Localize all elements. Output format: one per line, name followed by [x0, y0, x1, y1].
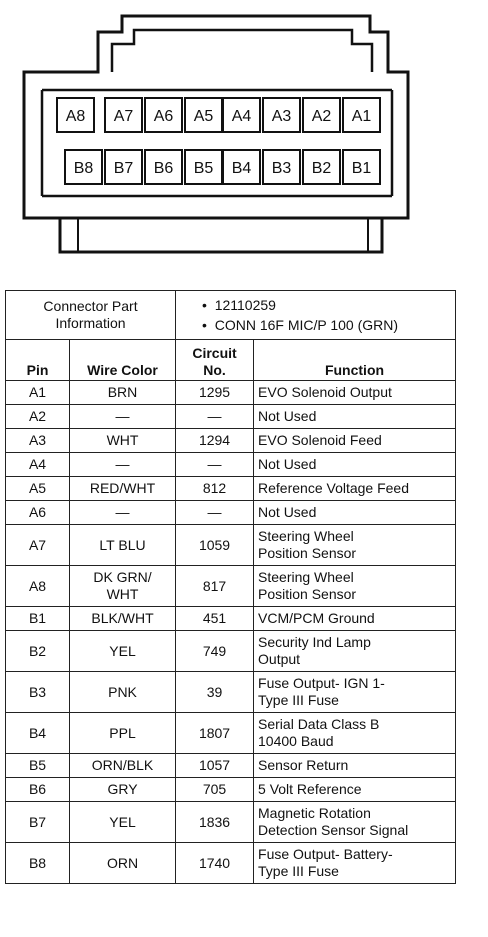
- function-cell: Steering Wheel Position Sensor: [254, 525, 456, 566]
- function-cell: Sensor Return: [254, 754, 456, 778]
- pin-label-a1: A1: [351, 108, 372, 125]
- pin-label-b2: B2: [311, 160, 332, 177]
- circuit-cell: 705: [176, 778, 254, 802]
- pin-label-b8: B8: [73, 160, 94, 177]
- function-cell: Security Ind Lamp Output: [254, 631, 456, 672]
- connector-part-numbers: [176, 291, 456, 340]
- pin-row-a: [57, 98, 380, 132]
- pin-cell: A3: [6, 429, 70, 453]
- circuit-cell: 817: [176, 566, 254, 607]
- function-cell: VCM/PCM Ground: [254, 607, 456, 631]
- circuit-cell: 39: [176, 672, 254, 713]
- wire-color-cell: ORN/BLK: [70, 754, 176, 778]
- connector-info-label: Connector Part Information: [6, 291, 176, 340]
- pin-cell: B3: [6, 672, 70, 713]
- connector-bottom-tab: [60, 218, 382, 252]
- part-info-row: [6, 291, 456, 340]
- pin-label-a7: A7: [113, 108, 134, 125]
- circuit-cell: 1059: [176, 525, 254, 566]
- circuit-cell: 1295: [176, 381, 254, 405]
- pin-cell: B6: [6, 778, 70, 802]
- pin-label-a3: A3: [271, 108, 292, 125]
- wire-color-cell: DK GRN/ WHT: [70, 566, 176, 607]
- pin-row-a8: [6, 566, 456, 607]
- wire-color-cell: BLK/WHT: [70, 607, 176, 631]
- pin-row-b2: [6, 631, 456, 672]
- pin-row-b7: [6, 802, 456, 843]
- pin-label-b5: B5: [193, 160, 214, 177]
- connector-diagram: [0, 0, 488, 260]
- pin-cell: A8: [6, 566, 70, 607]
- circuit-cell: 451: [176, 607, 254, 631]
- function-cell: EVO Solenoid Feed: [254, 429, 456, 453]
- part-number-line: • 12110259: [202, 297, 276, 313]
- part-number-line: • CONN 16F MIC/P 100 (GRN): [202, 317, 399, 333]
- header-wire-color: Wire Color: [70, 340, 176, 381]
- wire-color-cell: WHT: [70, 429, 176, 453]
- wire-color-cell: PNK: [70, 672, 176, 713]
- pin-cell: A1: [6, 381, 70, 405]
- function-cell: Fuse Output- IGN 1- Type III Fuse: [254, 672, 456, 713]
- pin-row-a5: [6, 477, 456, 501]
- pin-label-a4: A4: [231, 108, 252, 125]
- pin-label-b4: B4: [231, 160, 252, 177]
- pin-row-a1: [6, 381, 456, 405]
- pin-row-a4: [6, 453, 456, 477]
- wire-color-cell: LT BLU: [70, 525, 176, 566]
- pin-row-b1: [6, 607, 456, 631]
- pin-row-b3: [6, 672, 456, 713]
- pin-cell: B2: [6, 631, 70, 672]
- header-circuit: Circuit No.: [176, 340, 254, 381]
- pin-cell: A6: [6, 501, 70, 525]
- function-cell: Reference Voltage Feed: [254, 477, 456, 501]
- wire-color-cell: BRN: [70, 381, 176, 405]
- function-cell: EVO Solenoid Output: [254, 381, 456, 405]
- pin-row-a3: [6, 429, 456, 453]
- wire-color-cell: PPL: [70, 713, 176, 754]
- circuit-cell: —: [176, 405, 254, 429]
- function-cell: Steering Wheel Position Sensor: [254, 566, 456, 607]
- pin-row-b: [65, 150, 380, 184]
- header-function: Function: [254, 340, 456, 381]
- function-cell: Serial Data Class B 10400 Baud: [254, 713, 456, 754]
- circuit-cell: 1807: [176, 713, 254, 754]
- pin-cell: A5: [6, 477, 70, 501]
- pin-row-b5: [6, 754, 456, 778]
- pin-row-b4: [6, 713, 456, 754]
- pin-label-b3: B3: [271, 160, 292, 177]
- circuit-cell: 812: [176, 477, 254, 501]
- pin-cell: B8: [6, 843, 70, 884]
- pin-row-a7: [6, 525, 456, 566]
- circuit-cell: 1294: [176, 429, 254, 453]
- wire-color-cell: YEL: [70, 802, 176, 843]
- function-cell: Not Used: [254, 405, 456, 429]
- pin-label-a6: A6: [153, 108, 174, 125]
- pin-label-b7: B7: [113, 160, 134, 177]
- circuit-cell: 1836: [176, 802, 254, 843]
- pin-row-b8: [6, 843, 456, 884]
- wire-color-cell: YEL: [70, 631, 176, 672]
- connector-latch: [112, 30, 372, 72]
- pin-cell: A7: [6, 525, 70, 566]
- pin-label-b6: B6: [153, 160, 174, 177]
- pin-row-a2: [6, 405, 456, 429]
- wire-color-cell: —: [70, 405, 176, 429]
- wire-color-cell: ORN: [70, 843, 176, 884]
- circuit-cell: —: [176, 453, 254, 477]
- function-cell: Magnetic Rotation Detection Sensor Signal: [254, 802, 456, 843]
- pin-cell: A4: [6, 453, 70, 477]
- circuit-cell: 1057: [176, 754, 254, 778]
- function-cell: Fuse Output- Battery- Type III Fuse: [254, 843, 456, 884]
- wire-color-cell: —: [70, 501, 176, 525]
- pin-cell: B4: [6, 713, 70, 754]
- pin-label-a2: A2: [311, 108, 332, 125]
- pin-row-b6: [6, 778, 456, 802]
- pin-cell: B5: [6, 754, 70, 778]
- circuit-cell: 1740: [176, 843, 254, 884]
- pin-row-a6: [6, 501, 456, 525]
- pin-cell: B1: [6, 607, 70, 631]
- pin-table: [5, 290, 456, 884]
- pin-label-b1: B1: [351, 160, 372, 177]
- circuit-cell: —: [176, 501, 254, 525]
- pin-cell: B7: [6, 802, 70, 843]
- header-pin: Pin: [6, 340, 70, 381]
- pin-cell: A2: [6, 405, 70, 429]
- wire-color-cell: RED/WHT: [70, 477, 176, 501]
- circuit-cell: 749: [176, 631, 254, 672]
- function-cell: 5 Volt Reference: [254, 778, 456, 802]
- wire-color-cell: GRY: [70, 778, 176, 802]
- function-cell: Not Used: [254, 453, 456, 477]
- function-cell: Not Used: [254, 501, 456, 525]
- pin-label-a8: A8: [65, 108, 86, 125]
- wire-color-cell: —: [70, 453, 176, 477]
- column-header-row: [6, 340, 456, 381]
- pin-label-a5: A5: [193, 108, 214, 125]
